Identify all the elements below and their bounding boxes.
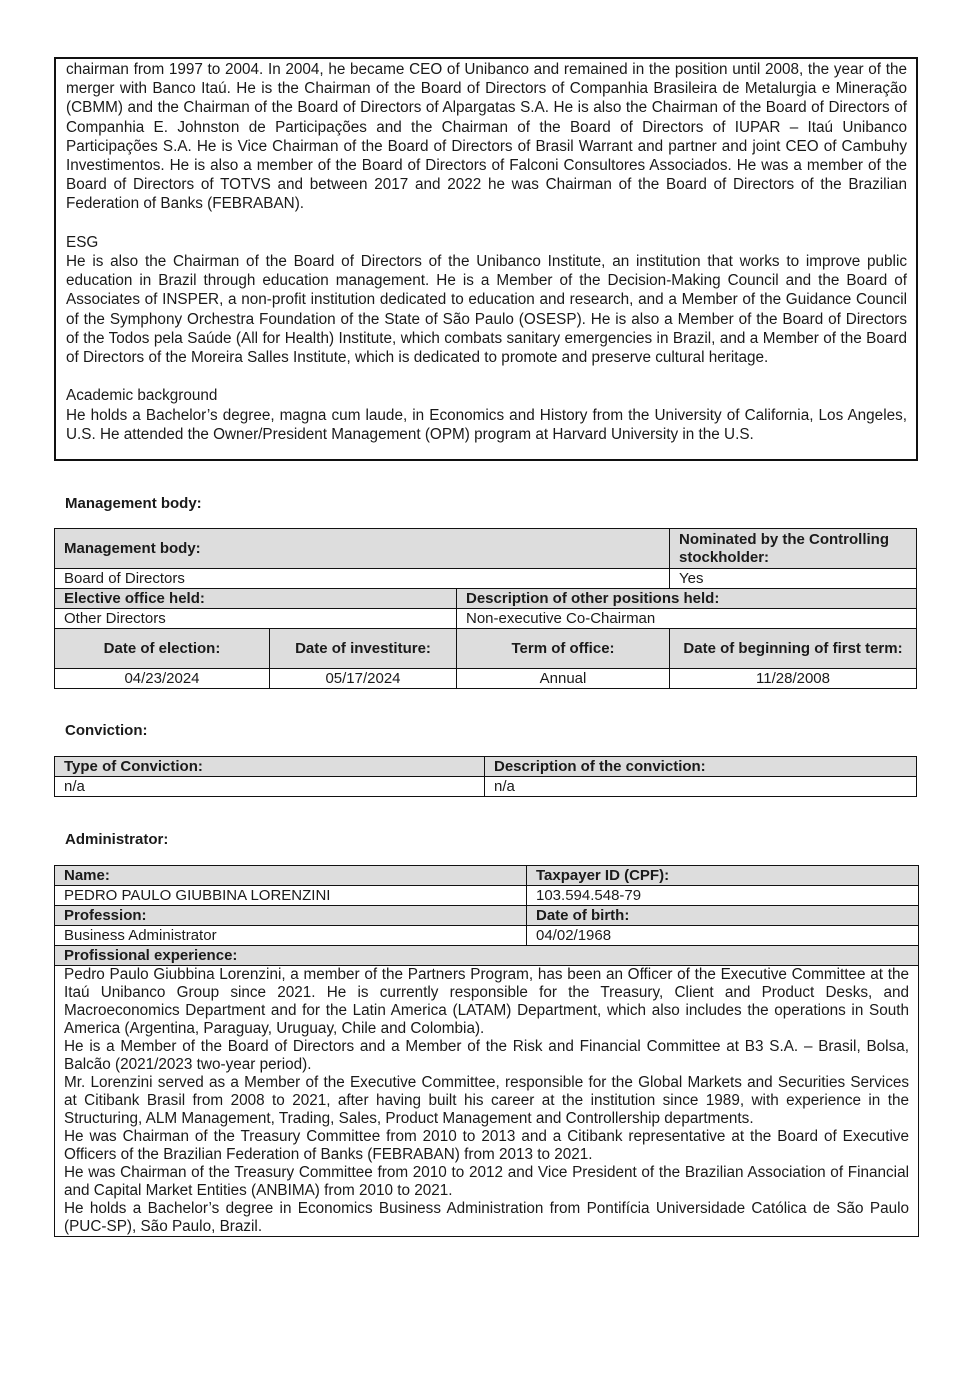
career-paragraph: chairman from 1997 to 2004. In 2004, he became CEO of Unibanco and remained in the position until 2008, the year of the merger with Banco Itaú. He is the Chairman of the Board of Directors of Companhia Brasileira de Metalurgia e Mineração (CBMM) and the Chairman of the Board of Directors of Alpargatas S.A. He is also the Chairman of the Board of Directors of Companhia E. Johnston de Participações and the Chairman of the Board of Directors of IUPAR – Itaú Unibanco Participações S.A. He is Vice Chairman of the Board of Directors of Brasil Warrant and partner and joint CEO of Cambuhy Investimentos. He is also a member of the Board of Directors of Falconi Consultores Associados. He was a member of the Board of Directors of TOTVS and between 2017 and 2022 he was Chairman of the Board of Directors of the Brazilian Federation of Banks (FEBRABAN).: [66, 61, 907, 213]
administrator-table: [54, 865, 919, 1237]
academic-paragraph: He holds a Bachelor’s degree, magna cum laude, in Economics and History from the University of California, Los Angeles, U.S. He attended the Owner/President Management (OPM) program at Harvard University in the U.S.: [66, 406, 907, 443]
administrator-name: PEDRO PAULO GIUBBINA LORENZINI: [55, 886, 527, 906]
date-investiture-value: 05/17/2024: [270, 669, 457, 689]
biography-box: [54, 57, 918, 461]
first-term-label: Date of beginning of first term:: [670, 629, 917, 669]
academic-title: Academic background: [66, 387, 218, 405]
experience-paragraph: Pedro Paulo Giubbina Lorenzini, a member of the Partners Program, has been an Officer of the Executive Committee at the Itaú Unibanco Group since 2021. He is currently responsible for the Treasury, Client and Product Desks, and Macroeconomics Department and for the Latin America (LATAM) Department, which also includes the operations in South America (Argentina, Paraguay, Uruguay, Chile and Colombia).: [64, 966, 909, 1037]
profession-label: Profession:: [55, 906, 527, 926]
profession-value: Business Administrator: [55, 926, 527, 946]
conviction-description-label: Description of the conviction:: [485, 757, 917, 777]
management-body-table: [54, 528, 917, 689]
date-election-value: 04/23/2024: [55, 669, 270, 689]
term-value: Annual: [457, 669, 670, 689]
elective-office-label: Elective office held:: [55, 589, 457, 609]
first-term-value: 11/28/2008: [670, 669, 917, 689]
date-investiture-label: Date of investiture:: [270, 629, 457, 669]
conviction-type-label: Type of Conviction:: [55, 757, 485, 777]
date-election-label: Date of election:: [55, 629, 270, 669]
management-body-label: Management body:: [55, 529, 670, 569]
elective-office-value: Other Directors: [55, 609, 457, 629]
esg-paragraph: He is also the Chairman of the Board of Directors of the Unibanco Institute, an institution that works to improve public education in Brazil through education management. He is a Member of the Decision-Making Council and the Board of Associates of INSPER, a non-profit institution dedicated to education and research, and a Member of the Guidance Council of the Symphony Orchestra Foundation of the State of São Paulo (OSESP). He is also a Member of the Board of Directors of the Todos pela Saúde (All for Health) Institute, which combats sanitary emergencies in Brazil, and a Member of the Board of Directors of the Moreira Salles Institute, which is dedicated to promote and preserve cultural heritage.: [66, 253, 907, 367]
experience-label: Profissional experience:: [55, 946, 919, 966]
experience-paragraph: He was Chairman of the Treasury Committee from 2010 to 2013 and a Citibank representative at the Board of Executive Officers of the Brazilian Federation of Banks (FEBRABAN) from 2013 to 2021.: [64, 1128, 909, 1163]
management-body-heading: Management body:: [65, 495, 202, 512]
term-label: Term of office:: [457, 629, 670, 669]
administrator-heading: Administrator:: [65, 831, 169, 848]
conviction-type-value: n/a: [55, 777, 485, 797]
nominated-value: Yes: [670, 569, 917, 589]
dob-value: 04/02/1968: [527, 926, 919, 946]
cpf-label: Taxpayer ID (CPF):: [527, 866, 919, 886]
conviction-heading: Conviction:: [65, 722, 148, 739]
conviction-description-value: n/a: [485, 777, 917, 797]
administrator-cpf: 103.594.548-79: [527, 886, 919, 906]
experience-paragraph: He holds a Bachelor’s degree in Economics Business Administration from Pontifícia Universidade Católica de São Paulo (PUC-SP), São Paulo, Brazil.: [64, 1200, 909, 1235]
other-positions-label: Description of other positions held:: [457, 589, 917, 609]
name-label: Name:: [55, 866, 527, 886]
nominated-label: Nominated by the Controlling stockholder:: [670, 529, 917, 569]
other-positions-value: Non-executive Co-Chairman: [457, 609, 917, 629]
conviction-table: [54, 756, 917, 797]
experience-text: [55, 966, 919, 1237]
experience-paragraph: Mr. Lorenzini served as a Member of the Executive Committee, responsible for the Global Markets and Securities Services at Citibank Brasil from 2008 to 2021, after having built his career at the institution since 1989, with experience in the Structuring, ALM Management, Trading, Sales, Product Management and Controllership departments.: [64, 1074, 909, 1127]
dob-label: Date of birth:: [527, 906, 919, 926]
management-body-value: Board of Directors: [55, 569, 670, 589]
esg-title: ESG: [66, 233, 99, 251]
experience-paragraph: He was Chairman of the Treasury Committee from 2010 to 2012 and Vice President of the Brazilian Association of Financial and Capital Market Entities (ANBIMA) from 2010 to 2021.: [64, 1164, 909, 1199]
experience-paragraph: He is a Member of the Board of Directors and a Member of the Risk and Financial Committee at B3 S.A. – Brasil, Bolsa, Balcão (2021/2023 two-year period).: [64, 1038, 909, 1073]
